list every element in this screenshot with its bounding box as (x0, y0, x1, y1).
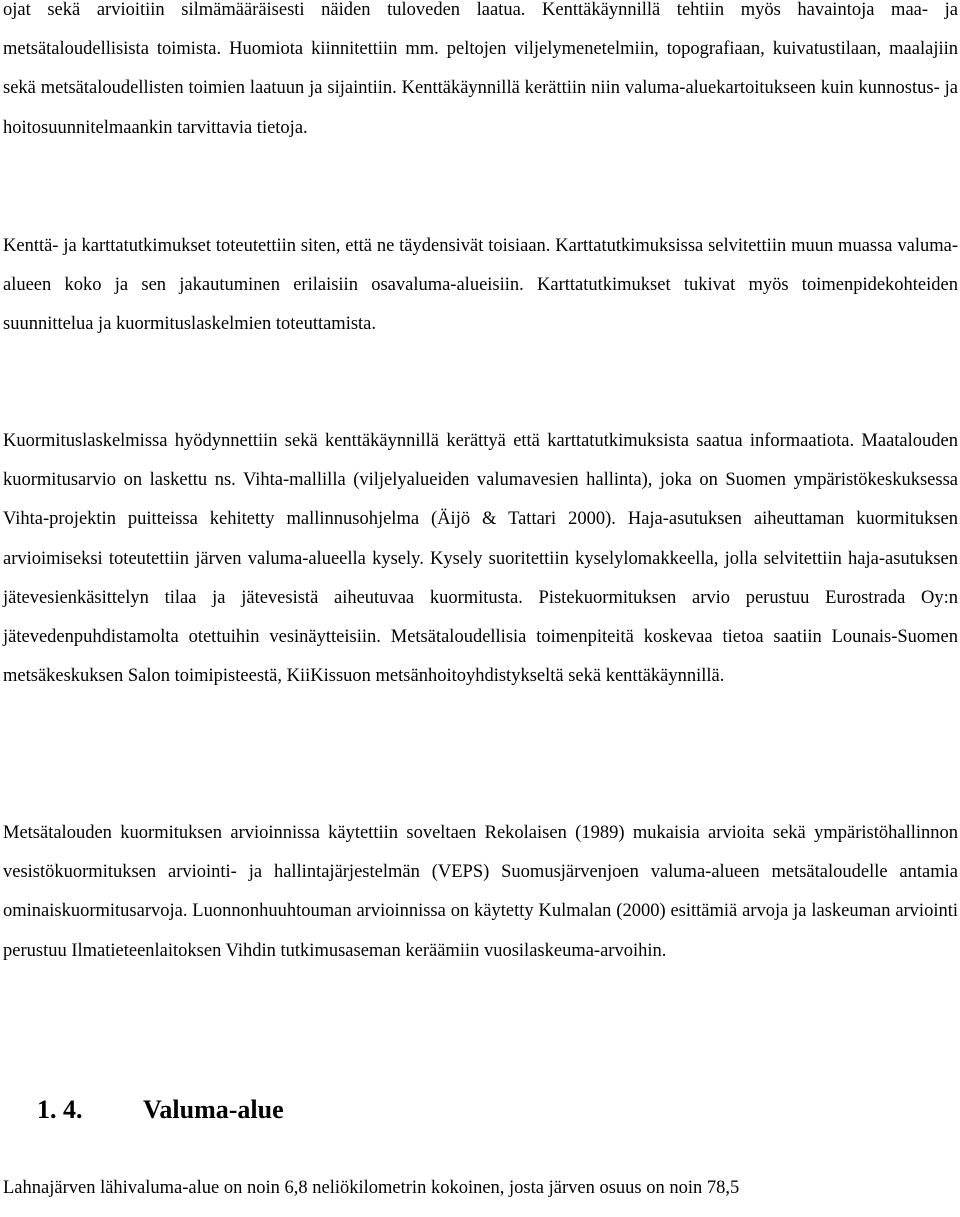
body-paragraph: Metsätalouden kuormituksen arvioinnissa käytettiin soveltaen Rekolaisen (1989) mukaisia arvioita sekä ympäristöhallinnon vesistökuormituksen arviointi- ja hallintajärjestelmän (VEPS) Suomusjärvenjoen valuma-alueen metsätaloudelle antamia ominaiskuormitusarvoja. Luonnonhuuhtouman arvioinnissa on käytetty Kulmalan (2000) esittämiä arvoja ja laskeuman arviointi perustuu Ilmatieteenlaitoksen Vihdin tutkimusaseman keräämiin vuosilaskeuma-arvoihin. (3, 823, 958, 961)
body-paragraph: Lahnajärven lähivaluma-alue on noin 6,8 neliökilometrin kokoinen, josta järven osuus on noin 78,5 (3, 1178, 740, 1198)
section-number: 1. 4. (37, 1095, 83, 1124)
section-heading (37, 1090, 284, 1130)
body-paragraph: ojat sekä arvioitiin silmämääräisesti näiden tuloveden laatua. Kenttäkäynnillä tehtiin myös havaintoja maa- ja metsätaloudellisista toimista. Huomiota kiinnitettiin mm. peltojen viljelymenetelmiin, topografiaan, kuivatustilaan, maalajiin sekä metsätaloudellisten toimien laatuun ja sijaintiin. Kenttäkäynnillä kerättiin niin valuma-aluekartoitukseen kuin kunnostus- ja hoitosuunnitelmaankin tarvittavia tietoja. (3, 0, 958, 138)
section-title: Valuma-alue (143, 1095, 284, 1124)
body-paragraph: Kuormituslaskelmissa hyödynnettiin sekä kenttäkäynnillä kerättyä että karttatutkimuksista saatua informaatiota. Maatalouden kuormitusarvio on laskettu ns. Vihta-mallilla (viljelyalueiden valumavesien hallinta), joka on Suomen ympäristökeskuksessa Vihta-projektin puitteissa kehitetty mallinnusohjelma (Äijö & Tattari 2000). Haja-asutuksen aiheuttaman kuormituksen arvioimiseksi toteutettiin järven valuma-alueella kysely. Kysely suoritettiin kyselylomakkeella, jolla selvitettiin haja-asutuksen jätevesienkäsittelyn tilaa ja jätevesistä aiheutuvaa kuormitusta. Pistekuormituksen arvio perustuu Eurostrada Oy:n jätevedenpuhdistamolta otettuihin vesinäytteisiin. Metsätaloudellisia toimenpiteitä koskevaa tietoa saatiin Lounais-Suomen metsäkeskuksen Salon toimipisteestä, KiiKissuon metsänhoitoyhdistykseltä sekä kenttäkäynnillä. (3, 431, 958, 687)
body-paragraph: Kenttä- ja karttatutkimukset toteutettiin siten, että ne täydensivät toisiaan. Karttatutkimuksissa selvitettiin muun muassa valuma-alueen koko ja sen jakautuminen erilaisiin osavaluma-alueisiin. Karttatutkimukset tukivat myös toimenpidekohteiden suunnittelua ja kuormituslaskelmien toteuttamista. (3, 236, 958, 335)
